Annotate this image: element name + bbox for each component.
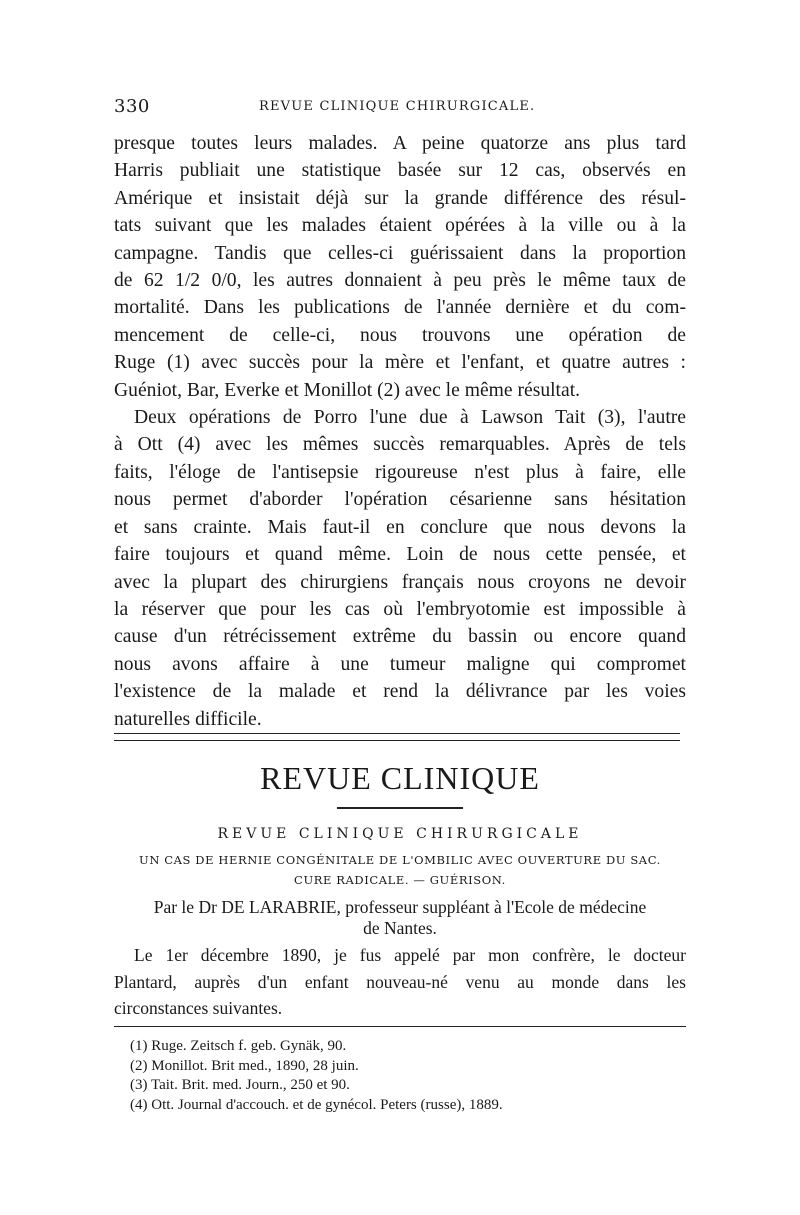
body-line: Deux opérations de Porro l'une due à Lawson Tait (3), l'autre (134, 407, 686, 429)
intro-line: circonstances suivantes. (114, 998, 283, 1018)
body-line: la réserver que pour les cas où l'embryotomie est impossible à (114, 598, 686, 620)
body-line: campagne. Tandis que celles-ci guérissaient dans la proportion (114, 242, 686, 264)
body-line: Harris publiait une statistique basée sur 12 cas, observés en (114, 160, 686, 182)
footnote: (4) Ott. Journal d'accouch. et de gynécol. Peters (russe), 1889. (130, 1096, 503, 1113)
intro-line: Le 1er décembre 1890, je fus appelé par mon confrère, le docteur (134, 945, 686, 965)
body-line: de 62 1/2 0/0, les autres donnaient à peu près le même taux de (114, 270, 686, 292)
body-line: Ruge (1) avec succès pour la mère et l'enfant, et quatre autres : (114, 352, 686, 374)
double-rule-divider (114, 733, 680, 741)
section-title: REVUE CLINIQUE (260, 760, 540, 796)
body-line: et sans crainte. Mais faut-il en conclure que nous devons la (114, 516, 686, 538)
article-title-line: CURE RADICALE. — GUÉRISON. (294, 873, 506, 887)
body-line: Amérique et insistait déjà sur la grande différence des résul- (114, 187, 686, 209)
footnote-rule (114, 1026, 686, 1027)
page-number: 330 (114, 96, 150, 117)
body-line: l'existence de la malade et rend la délivrance par les voies (114, 681, 686, 703)
body-line: à Ott (4) avec les mêmes succès remarquables. Après de tels (114, 434, 686, 456)
article-title (114, 850, 686, 890)
author-line: de Nantes. (363, 918, 437, 938)
article-title-line: UN CAS DE HERNIE CONGÉNITALE DE L'OMBILIC AVEC OUVERTURE DU SAC. (139, 853, 661, 867)
body-line: faire toujours et quand même. Loin de nous cette pensée, et (114, 544, 686, 566)
body-paragraphs (114, 130, 686, 733)
footnotes (130, 1037, 670, 1115)
author-byline (114, 897, 686, 939)
body-line: tats suivant que les malades étaient opérées à la ville ou à la (114, 215, 686, 237)
body-line: presque toutes leurs malades. A peine quatorze ans plus tard (114, 133, 686, 154)
body-line: faits, l'éloge de l'antisepsie rigoureuse n'est plus à faire, elle (114, 461, 686, 483)
footnote: (2) Monillot. Brit med., 1890, 28 juin. (130, 1057, 359, 1074)
running-header (114, 96, 686, 122)
author-line: Par le Dr DE LARABRIE, professeur suppléant à l'Ecole de médecine (153, 897, 647, 917)
body-line: mencement de celle-ci, nous trouvons une opération de (114, 324, 686, 346)
body-line: naturelles difficile. (114, 708, 262, 730)
subsection-title: REVUE CLINIQUE CHIRURGICALE (217, 826, 583, 842)
body-line: mortalité. Dans les publications de l'année dernière et du com- (114, 297, 686, 319)
intro-line: Plantard, auprès d'un enfant nouveau-né venu au monde dans les (114, 971, 686, 992)
body-line: Guéniot, Bar, Everke et Monillot (2) avec le même résultat. (114, 379, 581, 401)
article-intro (114, 942, 686, 1022)
footnote: (3) Tait. Brit. med. Journ., 250 et 90. (130, 1077, 350, 1093)
running-title: REVUE CLINIQUE CHIRURGICALE. (259, 99, 536, 114)
body-line: cause d'un rétrécissement extrême du bassin ou encore quand (114, 626, 686, 648)
body-line: nous avons affaire à une tumeur maligne qui compromet (114, 653, 686, 675)
body-line: avec la plupart des chirurgiens français nous croyons ne devoir (114, 571, 686, 593)
footnote: (1) Ruge. Zeitsch f. geb. Gynäk, 90. (130, 1038, 347, 1054)
body-line: nous permet d'aborder l'opération césarienne sans hésitation (114, 489, 686, 511)
title-underline (337, 807, 463, 809)
